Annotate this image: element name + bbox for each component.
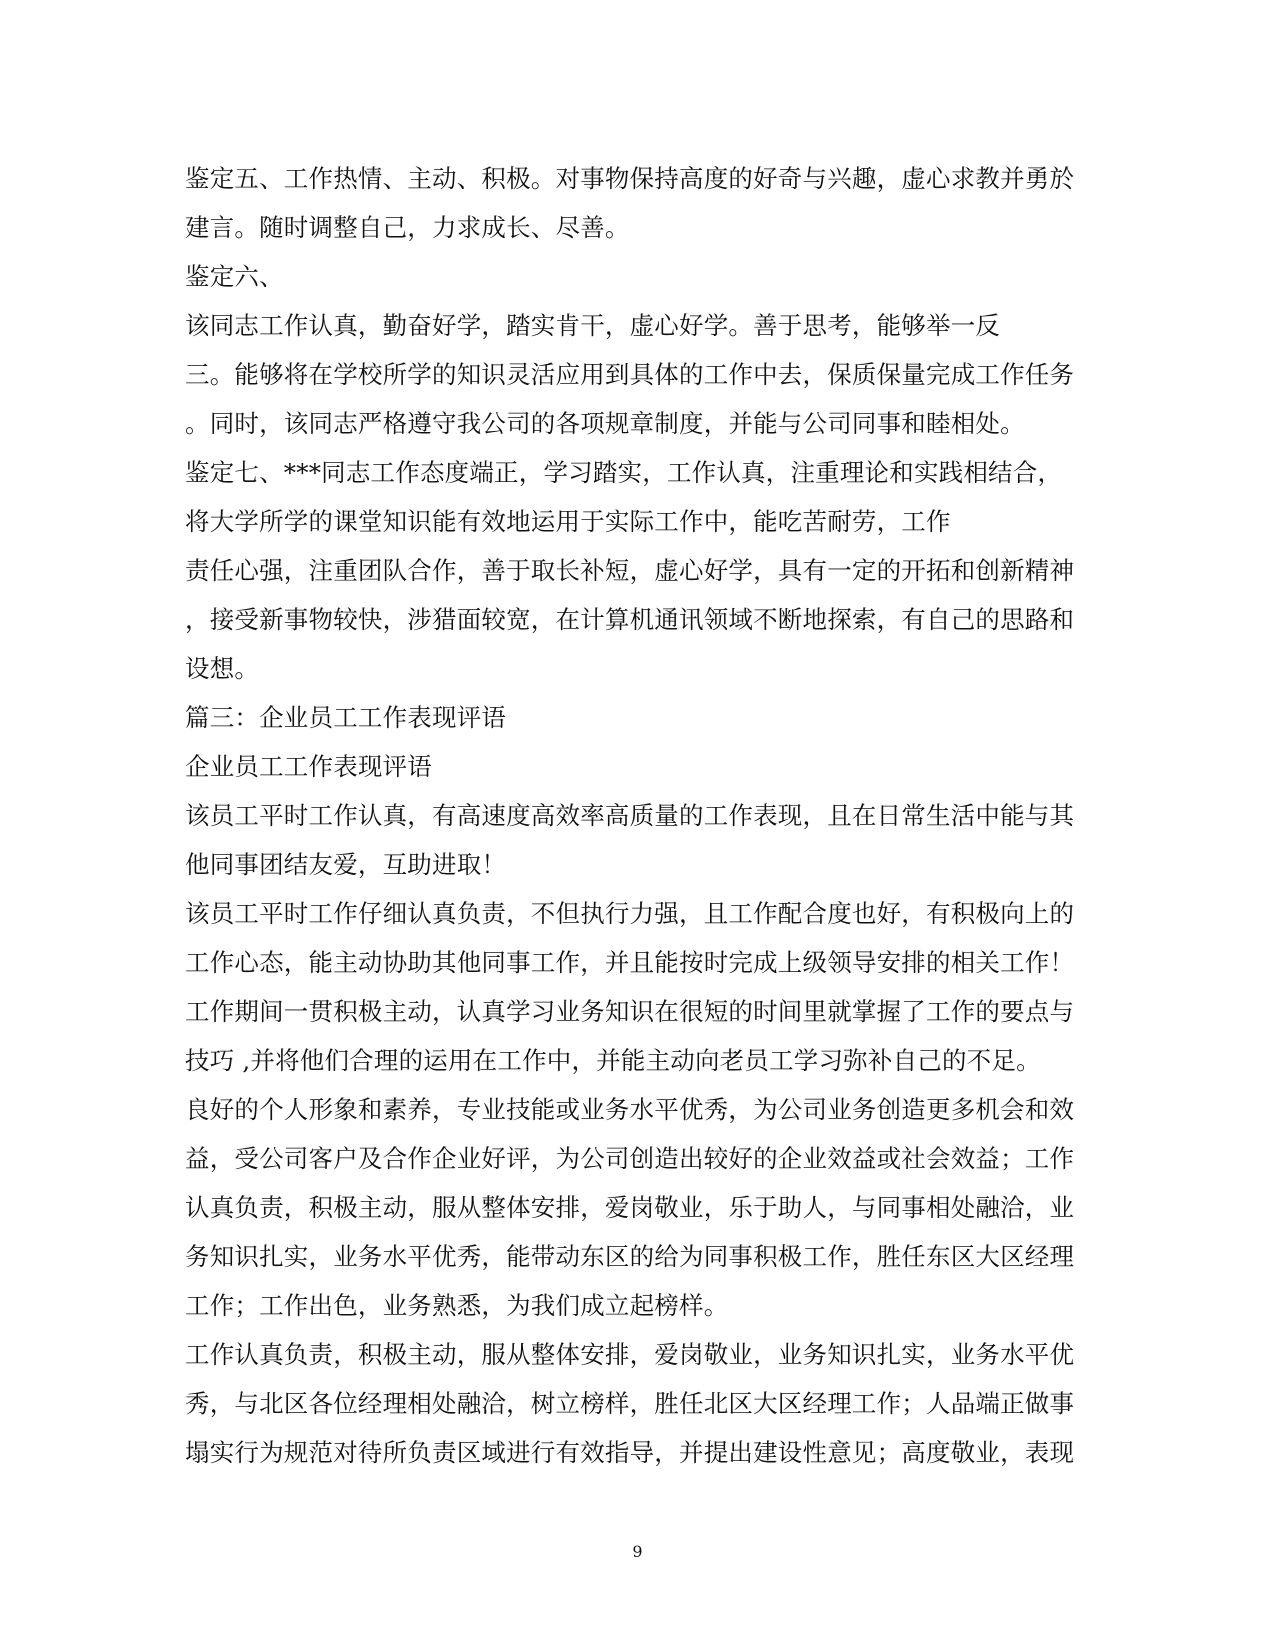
- text-line: 将大学所学的课堂知识能有效地运用于实际工作中，能吃苦耐劳，工作: [185, 507, 951, 536]
- text-line: 。同时，该同志严格遵守我公司的各项规章制度，并能与公司同事和睦相处。: [185, 409, 1025, 438]
- section-title: 企业员工工作表现评语: [185, 752, 432, 781]
- text-line: 工作期间一贯积极主动，认真学习业务知识在很短的时间里就掌握了工作的要点与: [185, 997, 1075, 1026]
- text-line: ，接受新事物较快，涉猎面较宽，在计算机通讯领域不断地探索，有自己的思路和: [185, 605, 1075, 634]
- text-line: 技巧 ,并将他们合理的运用在工作中，并能主动向老员工学习弥补自己的不足。: [185, 1046, 1041, 1075]
- text-line: 认真负责，积极主动，服从整体安排，爱岗敬业，乐于助人，与同事相处融洽，业: [185, 1193, 1075, 1222]
- text-line: 他同事团结友爱，互助进取！: [185, 850, 507, 879]
- text-line: 三。能够将在学校所学的知识灵活应用到具体的工作中去，保质保量完成工作任务: [185, 360, 1075, 389]
- section-heading: 篇三：企业员工工作表现评语: [185, 703, 507, 732]
- page-number: 9: [632, 1542, 643, 1561]
- text-line: 良好的个人形象和素养，专业技能或业务水平优秀，为公司业务创造更多机会和效: [185, 1095, 1075, 1124]
- text-line: 工作；工作出色，业务熟悉，为我们成立起榜样。: [185, 1291, 729, 1320]
- text-line: 益，受公司客户及合作企业好评，为公司创造出较好的企业效益或社会效益；工作: [185, 1144, 1075, 1173]
- text-line: 建言。随时调整自己，力求成长、尽善。: [185, 213, 630, 242]
- text-line: 该员工平时工作认真，有高速度高效率高质量的工作表现，且在日常生活中能与其: [185, 801, 1075, 830]
- text-line: 该同志工作认真，勤奋好学，踏实肯干，虚心好学。善于思考，能够举一反: [185, 311, 1001, 340]
- text-line: 责任心强，注重团队合作，善于取长补短，虚心好学，具有一定的开拓和创新精神: [185, 556, 1075, 585]
- text-line: 塌实行为规范对待所负责区域进行有效指导，并提出建设性意见；高度敬业，表现: [185, 1438, 1075, 1467]
- text-line: 鉴定六、: [185, 262, 284, 291]
- text-line: 工作认真负责，积极主动，服从整体安排，爱岗敬业，业务知识扎实，业务水平优: [185, 1340, 1075, 1369]
- text-line: 该员工平时工作仔细认真负责，不但执行力强，且工作配合度也好，有积极向上的: [185, 899, 1075, 928]
- body-text: [185, 154, 1090, 1477]
- text-line: 工作心态，能主动协助其他同事工作，并且能按时完成上级领导安排的相关工作！: [185, 948, 1075, 977]
- text-line: 鉴定七、***同志工作态度端正，学习踏实，工作认真，注重理论和实践相结合，: [185, 458, 1063, 487]
- text-line: 鉴定五、工作热情、主动、积极。对事物保持高度的好奇与兴趣，虚心求教并勇於: [185, 164, 1075, 193]
- text-line: 设想。: [185, 654, 260, 683]
- text-line: 秀，与北区各位经理相处融洽，树立榜样，胜任北区大区经理工作；人品端正做事: [185, 1389, 1075, 1418]
- text-line: 务知识扎实，业务水平优秀，能带动东区的给为同事积极工作，胜任东区大区经理: [185, 1242, 1075, 1271]
